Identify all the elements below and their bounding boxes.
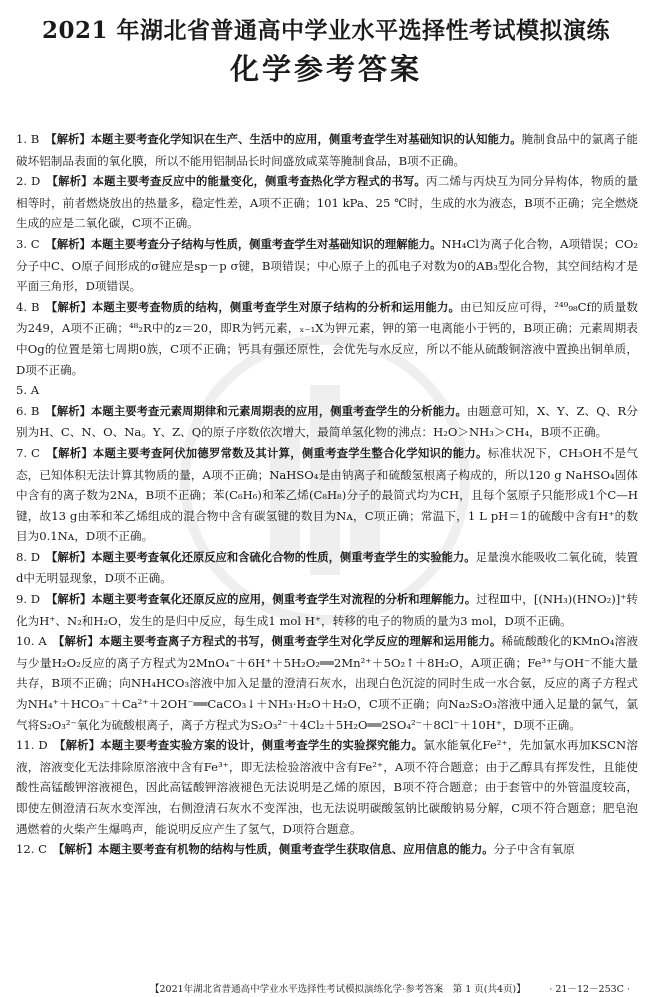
analysis-heading: 【解析】本题主要考查阿伏加德罗常数及其计算，侧重考查学生整合化学知识的能力。 bbox=[52, 446, 488, 460]
answer-number: 10. A bbox=[16, 634, 47, 649]
analysis-heading: 【解析】本题主要考查元素周期律和元素周期表的应用，侧重考查学生的分析能力。 bbox=[51, 404, 467, 418]
analysis-text: 由已知反应可得，²⁴⁹₉₈Cf的质量数为249，A项不正确；⁴⁸₂R中的z＝20，即R为钙元素，ₓ₋₁X为钾元素，钾的第一电离能小于钙的，B项正确；元素周期表中Og的位置是第七周期0族，C项不正确；钙具有强还原性，会优先与水反应，所以不能从硫酸铜溶液中置换出铜单质，D项不正确。 bbox=[16, 299, 638, 377]
analysis-text: 稀硫酸酸化的KMnO₄溶液与少量H₂O₂反应的离子方程式为2MnO₄⁻＋6H⁺＋5H₂O₂══2Mn²⁺＋5O₂↑＋8H₂O，A项正确；Fe³⁺与OH⁻不能大量共存，B项不正确；向NH₄HCO₃溶液中加入足量的澄清石灰水，出现白色沉淀的同时生成一水合氨，反应的离子方程式为NH₄⁺＋HCO₃⁻＋Ca²⁺＋2OH⁻══CaCO₃↓＋NH₃·H₂O＋H₂O，C项不正确；向Na₂S₂O₃溶液中通入足量的氯气，氯气将S₂O₃²⁻氧化为硫酸根离子，离子方程式为S₂O₃²⁻＋4Cl₂＋5H₂O══2SO₄²⁻＋8Cl⁻＋10H⁺，D项不正确。 bbox=[16, 634, 638, 732]
analysis-heading: 【解析】本题主要考查化学知识在生产、生活中的应用，侧重考查学生对基础知识的认知能力。 bbox=[51, 133, 522, 146]
answer-number: 2. D bbox=[16, 174, 41, 189]
answer-number: 3. C bbox=[16, 236, 40, 251]
footer-code: · 21－12－253C · bbox=[549, 984, 630, 995]
answer-list bbox=[16, 129, 638, 957]
analysis-heading: 【解析】本题主要考查物质的结构，侧重考查学生对原子结构的分析和运用能力。 bbox=[51, 300, 460, 314]
answer-item bbox=[16, 589, 638, 631]
answer-number: 9. D bbox=[16, 592, 41, 607]
answer-item bbox=[16, 234, 638, 297]
answer-title: 化学参考答案 bbox=[229, 52, 422, 86]
analysis-text: 足量溴水能吸收二氧化硫，装置d中无明显现象，D项不正确。 bbox=[16, 549, 638, 586]
analysis-heading: 【解析】本题主要考查有机物的结构与性质，侧重考查学生获取信息、应用信息的能力。 bbox=[58, 843, 494, 857]
analysis-heading: 【解析】本题主要考查氧化还原反应和含硫化合物的性质，侧重考查学生的实验能力。 bbox=[51, 550, 476, 564]
analysis-text: 分子中含有氧原 bbox=[493, 842, 575, 857]
analysis-heading: 【解析】本题主要考查实验方案的设计，侧重考查学生的实验探究能力。 bbox=[59, 739, 424, 753]
answer-number: 12. C bbox=[16, 842, 47, 857]
page-header bbox=[0, 0, 652, 90]
analysis-heading: 【解析】本题主要考查离子方程式的书写，侧重考查学生对化学反应的理解和运用能力。 bbox=[58, 635, 502, 649]
analysis-text: 腌制食品中的氯离子能破坏铝制品表面的氧化膜，所以不能用铝制品长时间盛放咸菜等腌制食品，B项不正确。 bbox=[16, 132, 638, 168]
footer-page-info: 【2021年湖北省普通高中学业水平选择性考试模拟演练化学·参考答案 第 1 页(共4页)】 bbox=[150, 984, 526, 995]
answer-number: 4. B bbox=[16, 299, 40, 314]
answer-item bbox=[16, 547, 638, 589]
answer-item bbox=[16, 297, 638, 380]
analysis-text: 过程Ⅲ中，[(NH₃)(HNO₂)]⁺转化为H⁺、N₂和H₂O，发生的是归中反应，每生成1 mol H⁺，转移的电子的物质的量为3 mol，D项不正确。 bbox=[16, 592, 638, 628]
answer-item bbox=[16, 129, 638, 171]
analysis-heading: 【解析】本题主要考查氧化还原反应的应用，侧重考查学生对流程的分析和理解能力。 bbox=[51, 593, 477, 607]
analysis-text: 氯水能氧化Fe²⁺，先加氯水再加KSCN溶液，溶液变化无法排除原溶液中含有Fe³⁺，即无法检验溶液中含有Fe²⁺，A项不符合题意；由于乙醇具有挥发性，且能使酸性高锰酸钾溶液褪色，因此高锰酸钾溶液褪色无法说明是乙烯的原因，B项不符合题意；由于套管中的外管温度较高，即使左侧澄清石灰水变浑浊，右侧澄清石灰水不变浑浊，也无法说明碳酸氢钠比碳酸钠易分解，C项不符合题意；肥皂泡遇燃着的火柴产生爆鸣声，能说明反应产生了氢气，D项符合题意。 bbox=[16, 738, 638, 836]
analysis-heading: 【解析】本题主要考查分子结构与性质，侧重考查学生对基础知识的理解能力。 bbox=[51, 237, 442, 251]
answer-number: 6. B bbox=[16, 403, 40, 418]
answer-number: 5. A bbox=[16, 383, 40, 398]
answer-item bbox=[16, 171, 638, 234]
answer-item bbox=[16, 443, 638, 547]
answer-item bbox=[16, 839, 638, 861]
analysis-text: NH₄Cl为离子化合物，A项错误；CO₂分子中C、O原子间形成的σ键应是sp－p σ键，B项错误；中心原子上的孤电子对数为0的AB₃型化合物，其空间结构才是平面三角形，D项错误。 bbox=[16, 236, 638, 294]
exam-title: 2021 年湖北省普通高中学业水平选择性考试模拟演练 bbox=[41, 17, 611, 44]
analysis-text: 标准状况下，CH₃OH不是气态，已知体积无法计算其物质的量，A项不正确；NaHSO₄是由钠离子和硫酸氢根离子构成的，所以120 g NaHSO₄固体中含有的离子数为2Nᴀ，B项不正确；苯(C₆H₆)和苯乙烯(C₈H₈)分子的最简式均为CH，且每个氢原子只能形成1个C—H键，故13 g由苯和苯乙烯组成的混合物中含有碳氢键的数目为Nᴀ，C项正确；常温下，1 L pH＝1的硫酸中含有H⁺的数目为0.1Nᴀ，D项不正确。 bbox=[16, 445, 638, 544]
analysis-heading: 【解析】本题主要考查反应中的能量变化，侧重考查热化学方程式的书写。 bbox=[52, 175, 426, 189]
answer-item bbox=[16, 735, 638, 839]
answer-item bbox=[16, 401, 638, 443]
answer-number: 11. D bbox=[16, 738, 48, 753]
answer-number: 8. D bbox=[16, 549, 41, 564]
answer-number: 7. C bbox=[16, 445, 40, 460]
answer-item bbox=[16, 380, 638, 401]
answer-number: 1. B bbox=[16, 132, 40, 146]
analysis-text: 由题意可知，X、Y、Z、Q、R分别为H、C、N、O、Na。Y、Z、Q的原子序数依次增大，最简单氢化物的沸点：H₂O＞NH₃＞CH₄，B项不正确。 bbox=[16, 403, 638, 440]
answer-item bbox=[16, 631, 638, 735]
analysis-text: 丙二烯与丙炔互为同分异构体，物质的量相等时，前者燃烧放出的热量多，稳定性差，A项不正确；101 kPa、25 ℃时，生成的水为液态，B项不正确；完全燃烧生成的应是二氧化碳，C项不正确。 bbox=[16, 174, 638, 231]
